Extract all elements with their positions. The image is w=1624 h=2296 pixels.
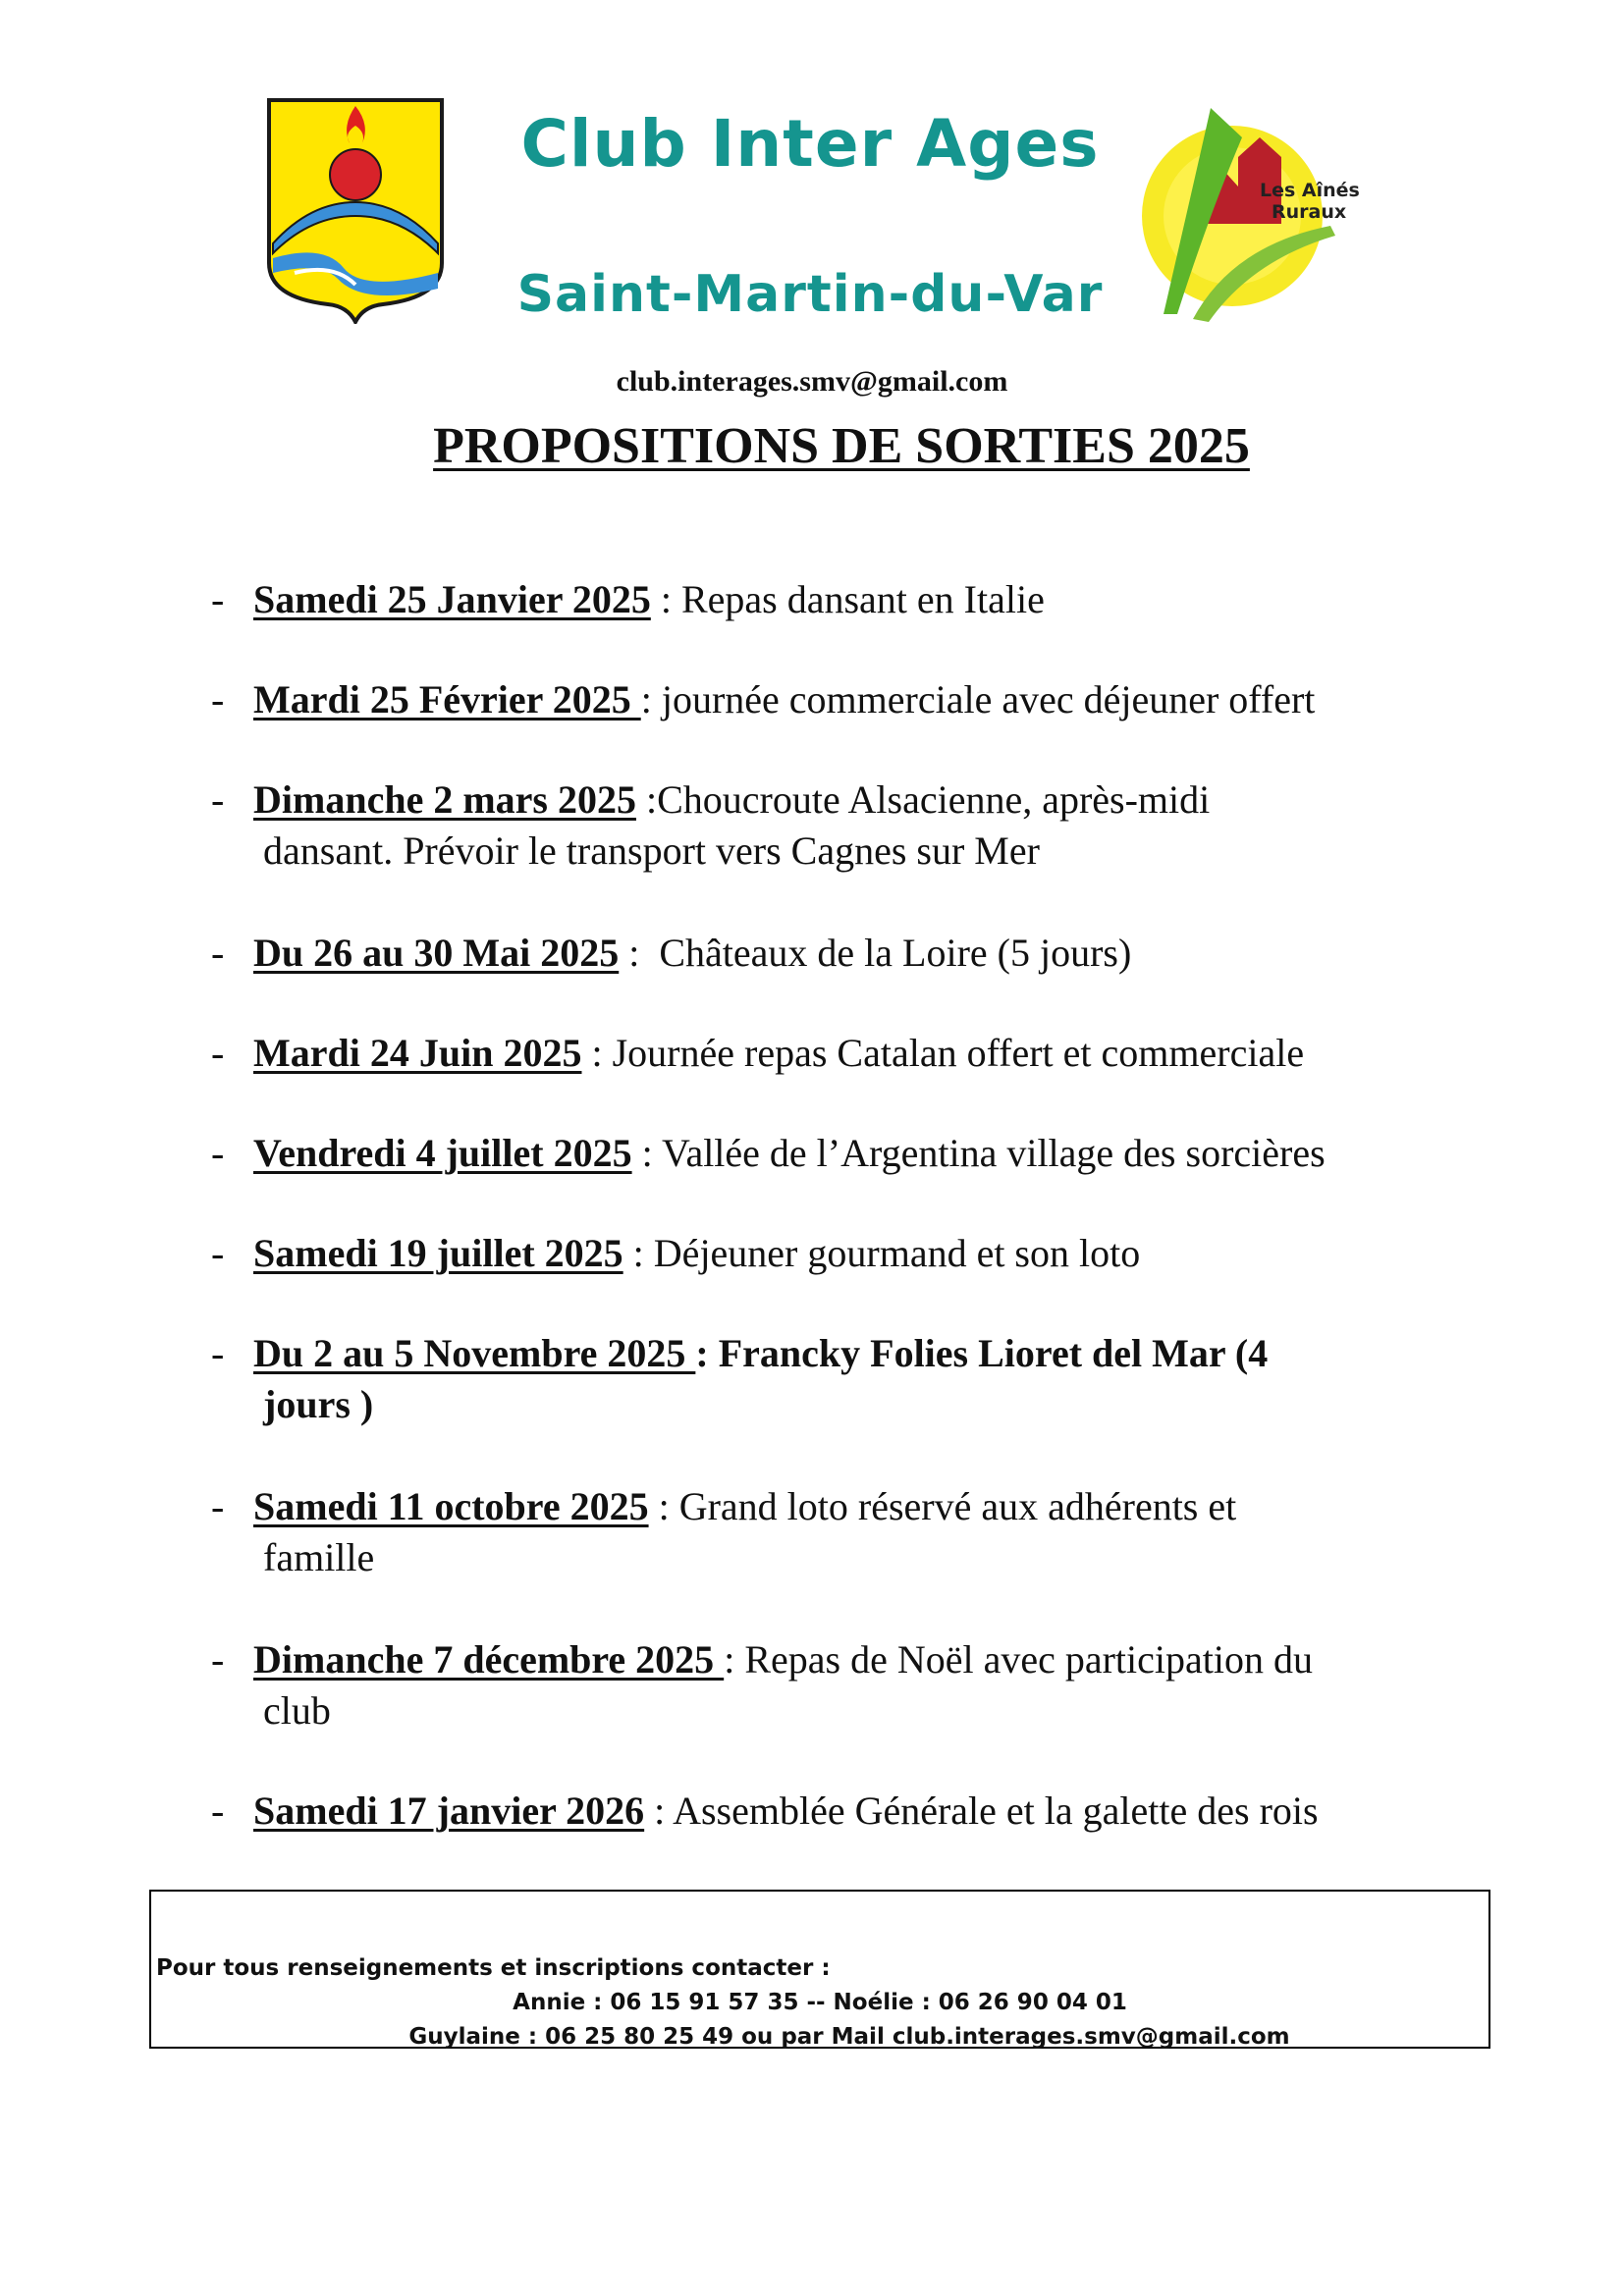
list-dash: - — [211, 1637, 225, 1682]
events-list — [211, 574, 1488, 1837]
event-date: Vendredi 4 juillet 2025 — [253, 1131, 632, 1175]
event-item — [211, 1028, 1488, 1079]
aines-ruraux-logo — [1134, 98, 1370, 326]
coat-of-arms-logo — [265, 96, 446, 324]
event-separator: : — [695, 1331, 719, 1375]
event-description-continued: famille — [263, 1535, 375, 1579]
event-description: Journée repas Catalan offert et commerciale — [612, 1031, 1305, 1075]
event-description: Vallée de l’Argentina village des sorcières — [661, 1131, 1326, 1175]
event-separator: : — [635, 777, 658, 822]
event-description-continued: dansant. Prévoir le transport vers Cagnes sur Mer — [263, 828, 1040, 873]
event-item — [211, 1634, 1488, 1736]
list-dash: - — [211, 1131, 225, 1175]
contact-box — [149, 1890, 1490, 2049]
event-separator: : — [640, 677, 662, 721]
event-date: Samedi 11 octobre 2025 — [253, 1484, 649, 1528]
list-dash: - — [211, 1484, 225, 1528]
event-description-continued: jours ) — [263, 1382, 374, 1426]
event-item — [211, 1228, 1488, 1279]
logo-text-line2: Ruraux — [1272, 201, 1347, 223]
event-separator: : — [619, 931, 660, 975]
list-dash: - — [211, 577, 225, 621]
list-dash: - — [211, 777, 225, 822]
list-dash: - — [211, 677, 225, 721]
header-email: club.interages.smv@gmail.com — [616, 365, 1008, 398]
event-description: Châteaux de la Loire (5 jours) — [659, 931, 1132, 975]
event-separator: : — [650, 577, 681, 621]
event-description: Assemblée Générale et la galette des rois — [673, 1789, 1319, 1833]
event-item — [211, 574, 1488, 625]
event-date: Du 26 au 30 Mai 2025 — [253, 931, 620, 975]
event-date: Du 2 au 5 Novembre 2025 — [253, 1331, 696, 1375]
event-separator: : — [648, 1484, 679, 1528]
contact-phones: Annie : 06 15 91 57 35 -- Noélie : 06 26 90 04 01 — [513, 1990, 1127, 2015]
event-description-continued: club — [263, 1688, 331, 1733]
contact-mail: Guylaine : 06 25 80 25 49 ou par Mail club.interages.smv@gmail.com — [408, 2024, 1290, 2050]
event-separator: : — [724, 1637, 745, 1682]
event-description: journée commerciale avec déjeuner offert — [661, 677, 1316, 721]
event-separator: : — [623, 1231, 654, 1275]
event-date: Dimanche 7 décembre 2025 — [253, 1637, 725, 1682]
event-item — [211, 1481, 1488, 1583]
event-item — [211, 774, 1488, 877]
event-description: Déjeuner gourmand et son loto — [653, 1231, 1141, 1275]
event-separator: : — [581, 1031, 613, 1075]
event-description: Francky Folies Lioret del Mar (4 — [718, 1331, 1269, 1375]
event-item — [211, 674, 1488, 725]
event-separator: : — [631, 1131, 662, 1175]
event-description: Repas dansant en Italie — [680, 577, 1045, 621]
event-item — [211, 1786, 1488, 1837]
event-date: Samedi 17 janvier 2026 — [253, 1789, 645, 1833]
list-dash: - — [211, 931, 225, 975]
event-date: Mardi 25 Février 2025 — [253, 677, 641, 721]
logo-text-line1: Les Aînés — [1260, 180, 1360, 201]
event-date: Samedi 19 juillet 2025 — [253, 1231, 623, 1275]
event-date: Samedi 25 Janvier 2025 — [253, 577, 651, 621]
event-description: Grand loto réservé aux adhérents et — [678, 1484, 1237, 1528]
event-item — [211, 1128, 1488, 1179]
list-dash: - — [211, 1331, 225, 1375]
list-dash: - — [211, 1231, 225, 1275]
event-item — [211, 1328, 1488, 1430]
list-dash: - — [211, 1031, 225, 1075]
club-name: Club Inter Ages — [520, 106, 1100, 182]
event-item — [211, 928, 1488, 979]
event-date: Mardi 24 Juin 2025 — [253, 1031, 582, 1075]
contact-intro: Pour tous renseignements et inscriptions contacter : — [156, 1955, 831, 1981]
list-dash: - — [211, 1789, 225, 1833]
event-description: Repas de Noël avec participation du — [744, 1637, 1313, 1682]
page-title: PROPOSITIONS DE SORTIES 2025 — [433, 418, 1250, 474]
event-description: Choucroute Alsacienne, après-midi — [657, 777, 1211, 822]
event-date: Dimanche 2 mars 2025 — [253, 777, 636, 822]
event-separator: : — [644, 1789, 674, 1833]
club-town: Saint-Martin-du-Var — [516, 265, 1104, 324]
